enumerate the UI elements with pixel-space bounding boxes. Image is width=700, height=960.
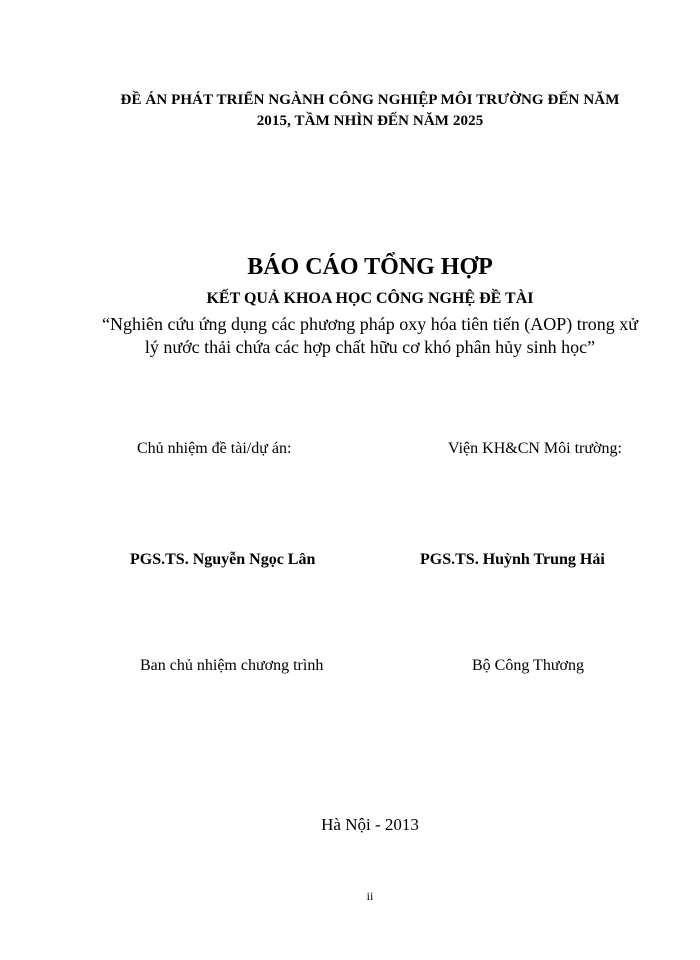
left-signatory-name: PGS.TS. Nguyễn Ngọc Lân: [130, 551, 316, 568]
right-organization: Bộ Công Thương: [472, 657, 584, 674]
report-title: BÁO CÁO TỔNG HỢP: [247, 254, 493, 280]
header-line-2: 2015, TẦM NHÌN ĐẾN NĂM 2025: [256, 113, 484, 129]
place-date: Hà Nội - 2013: [321, 815, 419, 834]
report-subtitle: KẾT QUẢ KHOA HỌC CÔNG NGHỆ ĐỀ TÀI: [206, 290, 534, 307]
right-role-label: Viện KH&CN Môi trường:: [448, 440, 622, 457]
page-number: ii: [366, 889, 374, 903]
topic-line-2: lý nước thải chứa các hợp chất hữu cơ khó phân hủy sinh học”: [144, 337, 596, 357]
left-organization: Ban chủ nhiệm chương trình: [140, 657, 324, 674]
left-role-label: Chủ nhiệm đề tài/dự án:: [137, 440, 292, 457]
header-line-1: ĐỀ ÁN PHÁT TRIỂN NGÀNH CÔNG NGHIỆP MÔI TRƯỜNG ĐẾN NĂM: [120, 92, 620, 108]
right-signatory-name: PGS.TS. Huỳnh Trung Hải: [420, 551, 605, 568]
topic-line-1: “Nghiên cứu ứng dụng các phương pháp oxy hóa tiên tiến (AOP) trong xử: [102, 314, 638, 334]
